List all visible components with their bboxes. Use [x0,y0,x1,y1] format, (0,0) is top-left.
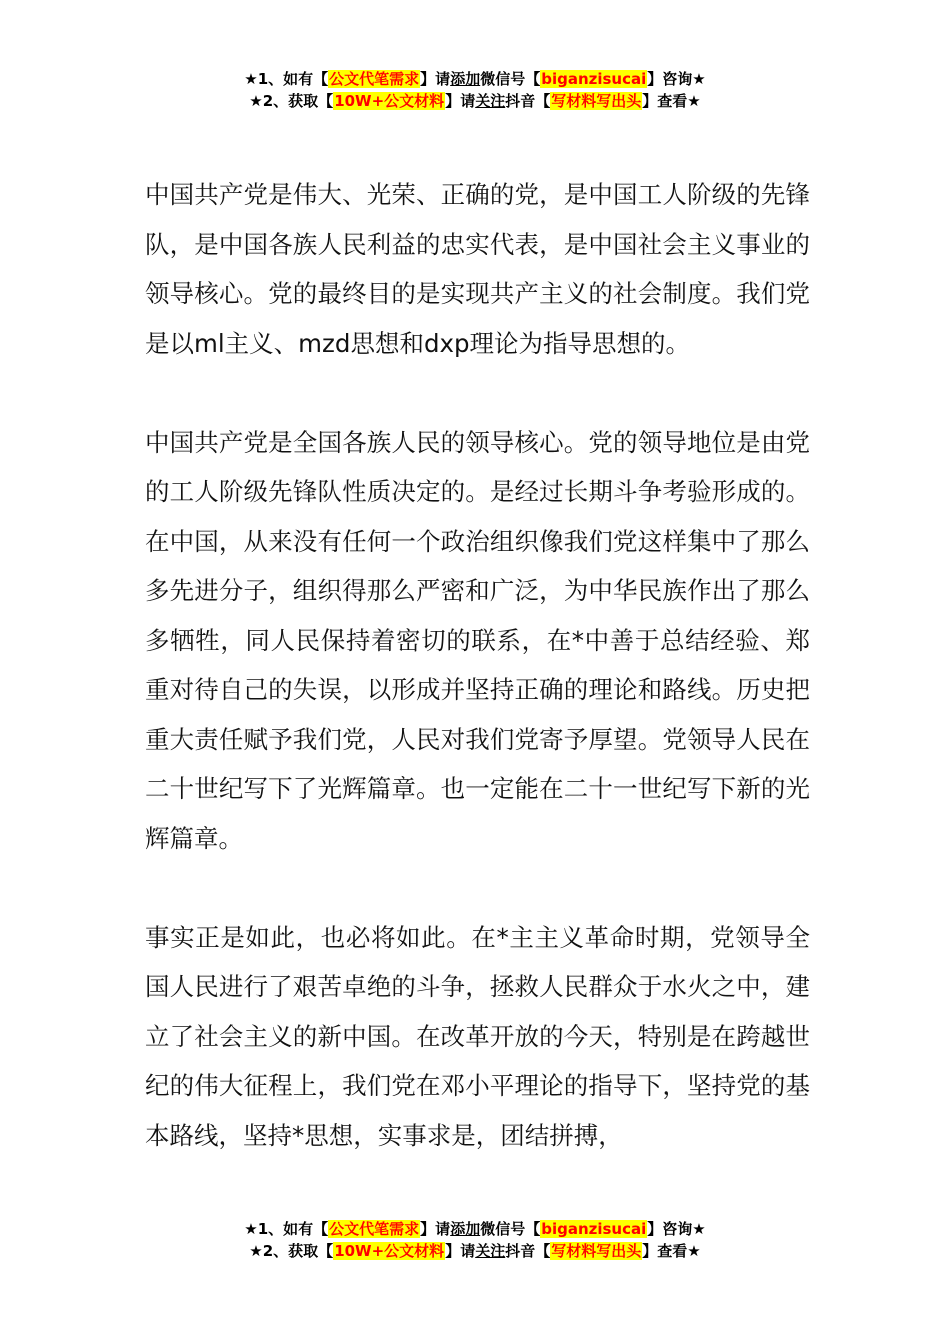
banner-text: 】请 [445,1242,476,1260]
emphasis-text: 关注 [475,1242,506,1260]
banner-text: 】请 [445,92,476,110]
banner-text: 】咨询★ [647,70,706,88]
highlight-text: 公文代笔需求 [329,70,420,88]
paragraph-3: 事实正是如此，也必将如此。在*主主义革命时期，党领导全国人民进行了艰苦卓绝的斗争，拯救人民群众于水火之中，建立了社会主义的新中国。在改革开放的今天，特别是在跨越世纪的伟大征程上，我们党在邓小平理论的指导下，坚持党的基本路线，坚持*思想，实事求是，团结拼搏， [145,922,810,1150]
banner-line-2 [0,1240,950,1262]
highlight-text: biganzisucai [541,1220,647,1238]
emphasis-text: 添加 [450,1220,481,1238]
header-banner [0,68,950,112]
banner-text: 】查看★ [642,92,701,110]
highlight-text: 写材料写出头 [551,92,642,110]
banner-line-1 [0,68,950,90]
highlight-text: 10W+公文材料 [334,92,445,110]
banner-line-1 [0,1218,950,1240]
highlight-text: 10W+公文材料 [334,1242,445,1260]
banner-text: 微信号【 [480,1220,541,1238]
banner-text: ★2、获取【 [249,92,334,110]
banner-text: 】咨询★ [647,1220,706,1238]
banner-text: ★1、如有【 [244,1220,329,1238]
banner-text: 】请 [420,70,451,88]
banner-text: 抖音【 [505,1242,551,1260]
banner-text: 抖音【 [505,92,551,110]
banner-text: 】查看★ [642,1242,701,1260]
paragraph-2: 中国共产党是全国各族人民的领导核心。党的领导地位是由党的工人阶级先锋队性质决定的。是经过长期斗争考验形成的。在中国，从来没有任何一个政治组织像我们党这样集中了那么多先进分子，组织得那么严密和广泛，为中华民族作出了那么多牺牲，同人民保持着密切的联系，在*中善于总结经验、郑重对待自己的失误，以形成并坚持正确的理论和路线。历史把重大责任赋予我们党，人民对我们党寄予厚望。党领导人民在二十世纪写下了光辉篇章。也一定能在二十一世纪写下新的光辉篇章。 [145,427,810,853]
emphasis-text: 添加 [450,70,481,88]
footer-banner [0,1218,950,1262]
highlight-text: biganzisucai [541,70,647,88]
highlight-text: 写材料写出头 [551,1242,642,1260]
banner-text: 】请 [420,1220,451,1238]
highlight-text: 公文代笔需求 [329,1220,420,1238]
emphasis-text: 关注 [475,92,506,110]
document-body [145,170,810,1210]
banner-text: ★1、如有【 [244,70,329,88]
banner-text: ★2、获取【 [249,1242,334,1260]
banner-line-2 [0,90,950,112]
banner-text: 微信号【 [480,70,541,88]
paragraph-1: 中国共产党是伟大、光荣、正确的党，是中国工人阶级的先锋队，是中国各族人民利益的忠实代表，是中国社会主义事业的领导核心。党的最终目的是实现共产主义的社会制度。我们党是以ml主义、mzd思想和dxp理论为指导思想的。 [145,180,810,358]
